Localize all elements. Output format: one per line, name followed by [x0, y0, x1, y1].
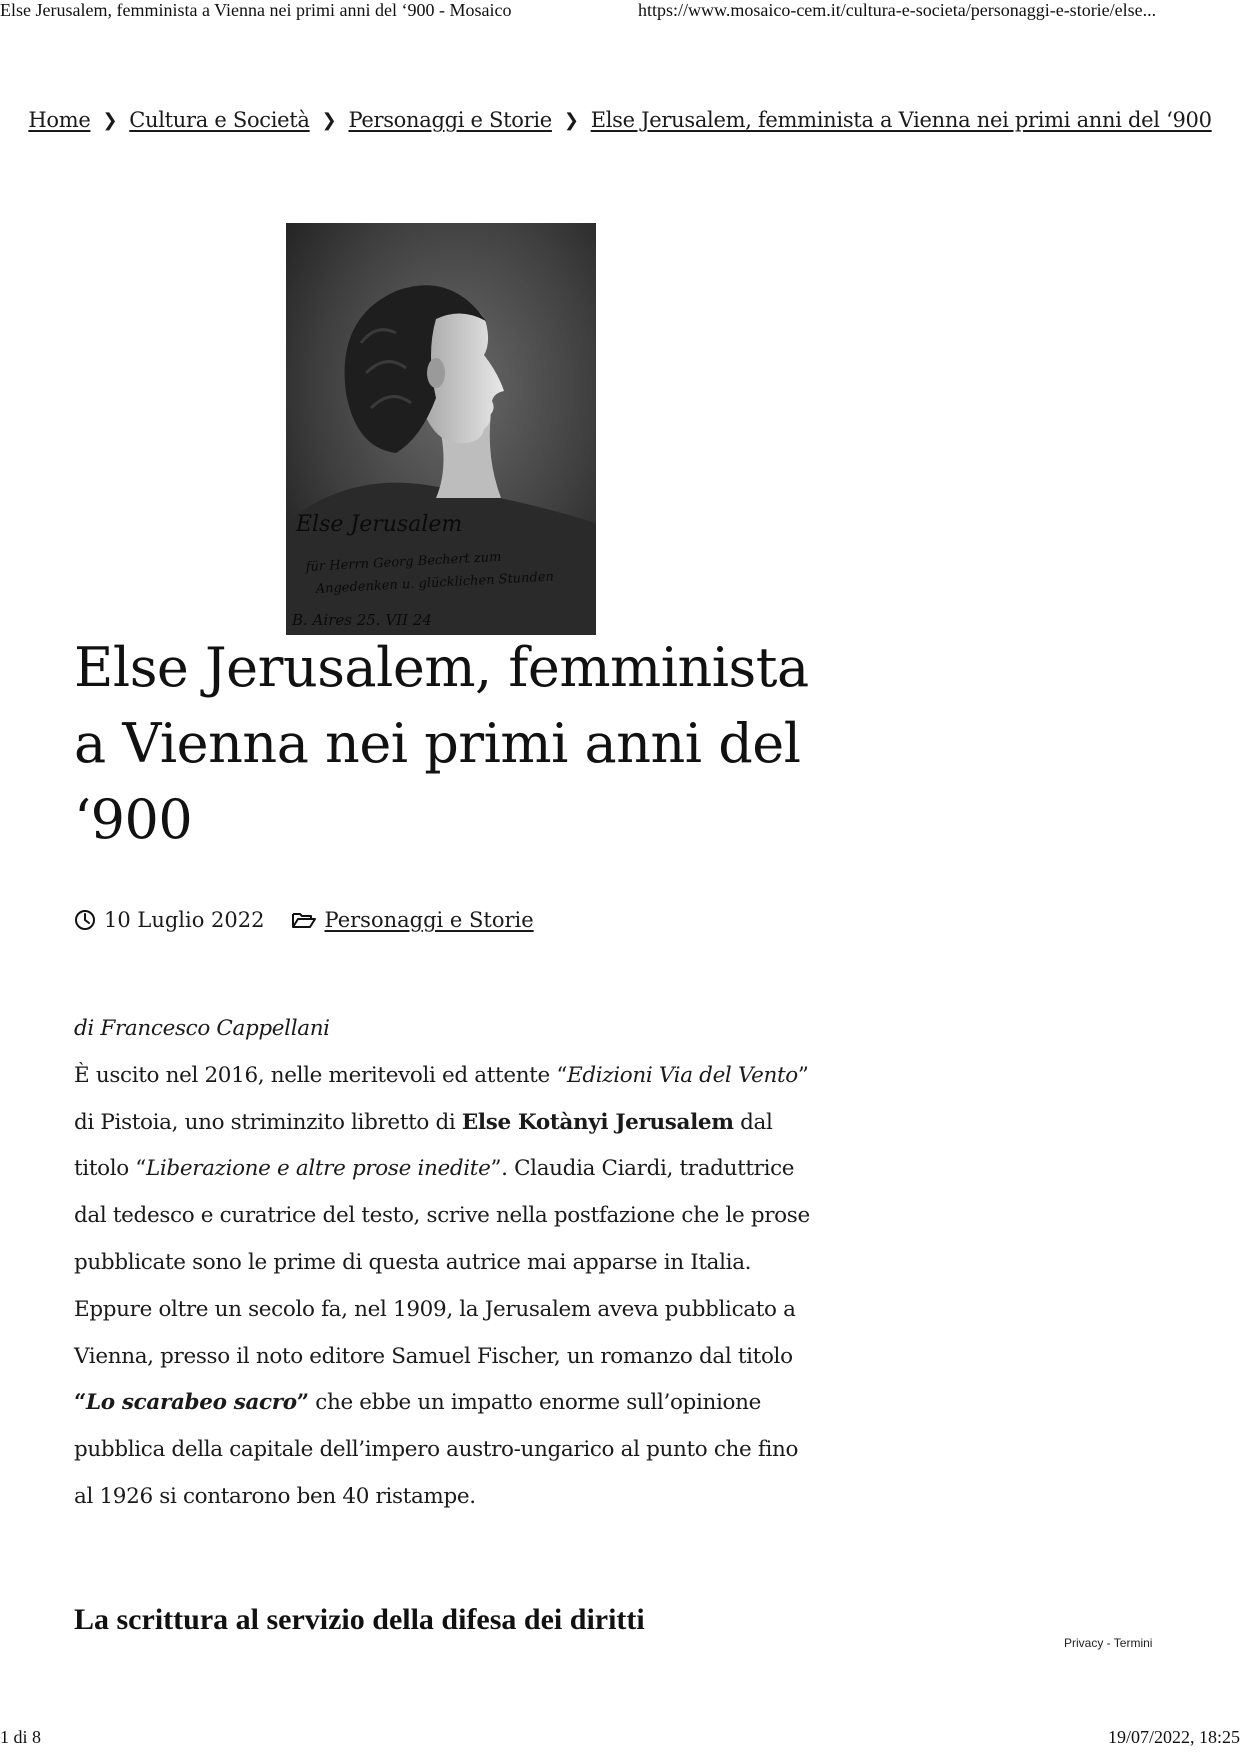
chevron-right-icon: ❯ — [321, 110, 337, 131]
inscription-line-2: für Herrn Georg Bechert zum — [305, 549, 502, 575]
text-run: ” di Pistoia, uno striminzito libretto di — [74, 1062, 809, 1135]
book-title: Liberazione e altre prose inedite — [145, 1156, 491, 1182]
category-link[interactable]: Personaggi e Storie — [324, 908, 534, 932]
recaptcha-links — [1064, 1636, 1152, 1650]
print-page-number: 1 di 8 — [0, 1727, 42, 1747]
print-header — [0, 0, 1240, 28]
clock-icon — [74, 909, 96, 931]
folder-open-icon — [291, 909, 317, 931]
privacy-link[interactable]: Privacy — [1064, 1636, 1104, 1650]
article-body — [74, 1006, 814, 1521]
text-run: dal titolo “ — [74, 1109, 773, 1182]
print-datetime: 19/07/2022, 18:25 — [1107, 1727, 1240, 1747]
article-meta — [74, 908, 534, 932]
article-title-line-3: ‘900 — [74, 788, 193, 851]
print-page-title: Else Jerusalem, femminista a Vienna nei primi anni del ‘900 - Mosaico — [0, 0, 512, 20]
breadcrumb-culture-link[interactable]: Cultura e Società — [129, 108, 310, 132]
separator: - — [1103, 1636, 1114, 1650]
publish-date: 10 Luglio 2022 — [104, 908, 265, 932]
hero-portrait-image — [286, 223, 596, 635]
print-footer — [0, 1727, 1240, 1755]
section-heading: La scrittura al servizio della difesa dei diritti — [74, 1603, 645, 1636]
text-run: Eppure oltre un secolo fa, nel 1909, la Jerusalem aveva pubblicato a Vienna, presso il noto editore Samuel Fischer, un romanzo dal titolo — [74, 1296, 796, 1369]
breadcrumb-stories-link[interactable]: Personaggi e Storie — [348, 108, 552, 132]
article-title-line-2: a Vienna nei primi anni del — [74, 712, 801, 775]
article-paragraph — [74, 1053, 814, 1521]
breadcrumb — [0, 105, 1240, 136]
inscription-line-3: Angedenken u. glücklichen Stunden — [315, 569, 555, 597]
breadcrumb-home-link[interactable]: Home — [28, 108, 91, 132]
article-title-line-1: Else Jerusalem, femminista — [74, 636, 809, 699]
text-run: ”. Claudia Ciardi, traduttrice dal tedesco e curatrice del testo, scrive nella postfazione che le prose pubblicate sono le prime di questa autrice mai apparse in Italia. — [74, 1156, 810, 1275]
breadcrumb-current-link[interactable]: Else Jerusalem, femminista a Vienna nei primi anni del ‘900 — [590, 108, 1212, 132]
inscription-signature: Else Jerusalem — [296, 512, 463, 537]
text-run: È uscito nel 2016, nelle meritevoli ed attente “ — [74, 1062, 567, 1088]
author-name: Else Kotànyi Jerusalem — [461, 1109, 734, 1135]
terms-link[interactable]: Termini — [1113, 1636, 1153, 1650]
text-run: che ebbe un impatto enorme sull’opinione pubblica della capitale dell’impero austro-ungarico al punto che fino al 1926 si contarono ben 40 ristampe. — [74, 1390, 799, 1509]
publisher-name: Edizioni Via del Vento — [566, 1062, 798, 1088]
inscription-line-4: B. Aires 25. VII 24 — [292, 611, 432, 629]
print-page-url: https://www.mosaico-cem.it/cultura-e-societa/personaggi-e-storie/else... — [638, 0, 1157, 20]
chevron-right-icon: ❯ — [563, 110, 579, 131]
article-byline: di Francesco Cappellani — [74, 1016, 330, 1041]
novel-title: “Lo scarabeo sacro” — [74, 1390, 309, 1416]
chevron-right-icon: ❯ — [102, 110, 118, 131]
article-title — [74, 630, 834, 858]
